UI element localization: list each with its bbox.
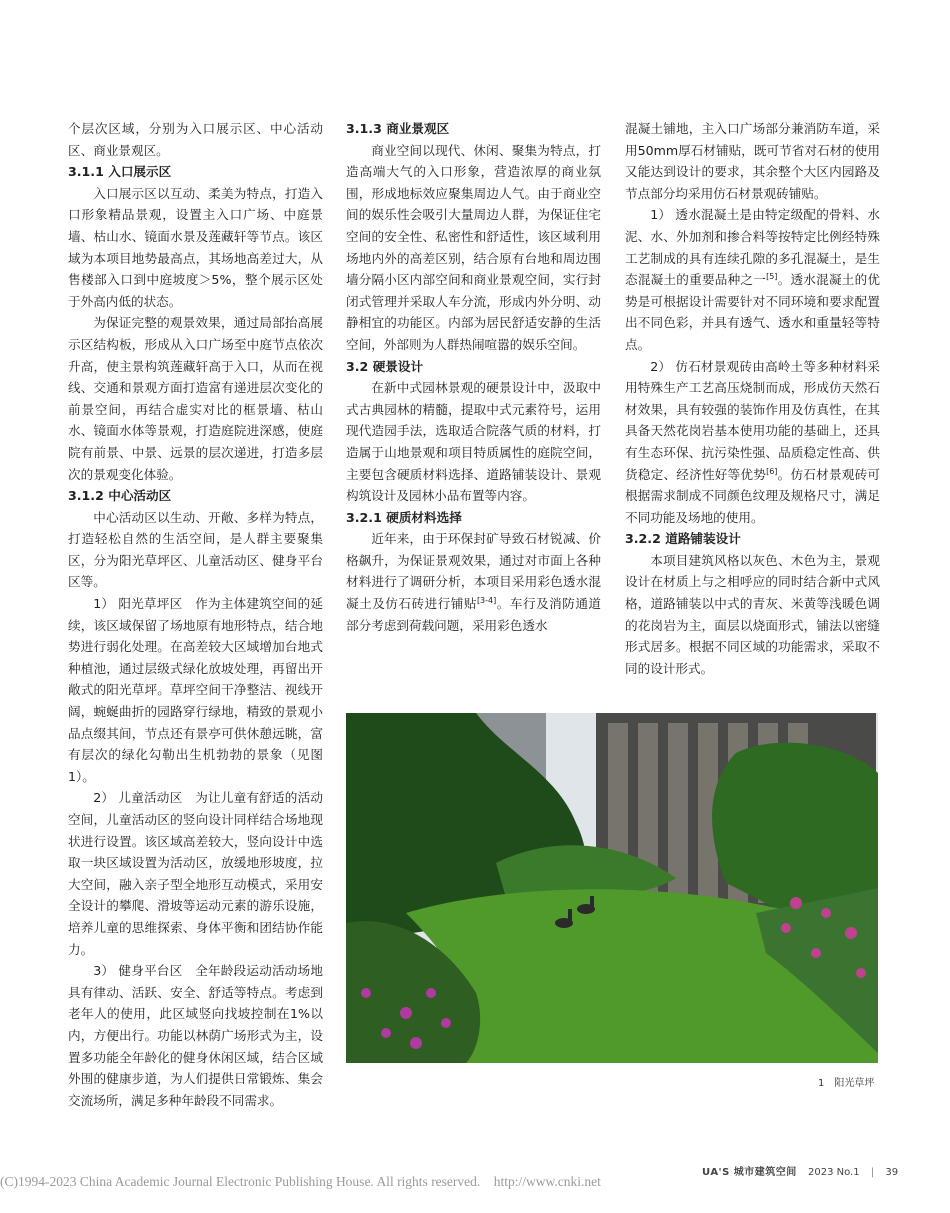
paragraph: 本项目建筑风格以灰色、木色为主，景观设计在材质上与之相呼应的同时结合新中式风格，道路铺装以中式的青灰、米黄等浅暖色调的花岗岩为主，面层以烧面形式，铺法以密缝形式居多。根据不同区域的功能需求，采取不同的设计形式。 xyxy=(625,552,880,676)
paragraph: 入口展示区以互动、柔美为特点，打造入口形象精品景观，设置主入口广场、中庭景墙、枯山水、镜面水景及莲藏轩等节点。该区域为本项目地势最高点，其场地高差过大，从售楼部入口到中庭坡度＞5%，整个展示区处于外高内低的状态。 xyxy=(68,185,323,309)
paragraph-text: 1） 透水混凝土是由特定级配的骨料、水泥、水、外加剂和掺合料等按特定比例经特殊工艺制成的具有连续孔隙的多孔混凝土，是生态混凝土的重要品种之一 xyxy=(625,207,880,288)
paragraph: 中心活动区以生动、开敞、多样为特点，打造轻松自然的生活空间，是人群主要聚集区，分为阳光草坪区、儿童活动区、健身平台区等。 xyxy=(68,509,323,590)
section-heading-3-2-2: 3.2.2 道路铺装设计 xyxy=(625,531,741,547)
citation-ref: [6] xyxy=(766,466,778,476)
text-column-3 xyxy=(625,118,880,679)
paragraph-text: 近年来，由于环保封矿导致石材锐减、价格飙升，为保证景观效果，通过对市面上各种材料进行了调研分析，本项目采用彩色透水混凝土及仿石砖进行铺贴 xyxy=(346,531,601,612)
paragraph: 商业空间以现代、休闲、聚集为特点，打造高端大气的入口形象，营造浓厚的商业氛围，形成地标效应聚集周边人气。由于商业空间的娱乐性会吸引大量周边人群，为保证住宅空间的安全性、私密性和舒适性，该区域利用场地内外的高差区别，结合原有台地和周边围墙分隔小区内部空间和商业景观空间，实行封闭式管理并采取人车分流，形成内外分明、动静相宜的功能区。内部为居民舒适安静的生活空间，外部则为人群热闹喧嚣的娱乐空间。 xyxy=(346,142,601,352)
figure-photo-sunny-lawn xyxy=(346,713,878,1063)
page-footer xyxy=(702,1163,898,1178)
citation-ref: [5] xyxy=(766,271,778,281)
text-column-1 xyxy=(68,118,323,1111)
paragraph: 混凝土铺地，主入口广场部分兼消防车道，采用50mm厚石材铺贴，既可节省对石材的使用又能达到设计的要求，其余整个大区内园路及节点部分均采用仿石材景观砖铺贴。 xyxy=(625,121,880,201)
section-heading-3-1-1: 3.1.1 入口展示区 xyxy=(68,164,172,180)
section-heading-3-2-1: 3.2.1 硬质材料选择 xyxy=(346,509,462,525)
paragraph-text: 。仿石材景观砖可根据需求制成不同颜色纹理及规格尺寸，满足不同功能及场地的使用。 xyxy=(625,466,881,525)
citation-ref: [3-4] xyxy=(476,595,497,605)
paragraph-text: 。车行及消防通道部分考虑到荷载问题，采用彩色透水 xyxy=(346,596,601,633)
figure-caption: 1 阳光草坪 xyxy=(818,1078,875,1089)
section-heading-3-1-3: 3.1.3 商业景观区 xyxy=(346,121,450,136)
paragraph xyxy=(625,204,880,355)
paragraph xyxy=(625,356,880,529)
footer-separator: | xyxy=(870,1167,875,1178)
paragraph: 在新中式园林景观的硬景设计中，汲取中式古典园林的精髓，提取中式元素符号，运用现代造园手法，选取适合院落气质的材料，打造属于山地景观和项目特质属性的庭院空间，主要包含硬质材料选择、道路铺装设计、景观构筑设计及园林小品布置等内容。 xyxy=(346,380,601,504)
section-heading-3-1-2: 3.1.2 中心活动区 xyxy=(68,488,172,504)
paragraph: 个层次区域，分别为入口展示区、中心活动区、商业景观区。 xyxy=(68,121,323,158)
paragraph: 2） 儿童活动区 为让儿童有舒适的活动空间，儿童活动区的竖向设计同样结合场地现状进行设置。该区域高差较大，竖向设计中选取一块区域设置为活动区，放缓地形坡度，拉大空间，融入亲子型全地形互动模式，采用安全设计的攀爬、滑坡等运动元素的游乐设施，培养儿童的思维探索、身体平衡和团结协作能力。 xyxy=(68,790,323,957)
journal-name: UA'S 城市建筑空间 xyxy=(702,1167,797,1178)
paragraph: 1） 阳光草坪区 作为主体建筑空间的延续，该区域保留了场地原有地形特点，结合地势进行弱化处理。在高差较大区域增加台地式种植池，通过层级式绿化放坡处理，再留出开敞式的阳光草坪。草坪空间干净整洁、视线开阔，蜿蜒曲折的园路穿行绿地，精致的景观小品点缀其间，节点还有景亭可供休憩远眺，富有层次的绿化勾勒出生机勃勃的景象（见图1）。 xyxy=(68,596,323,784)
paragraph-text: 。透水混凝土的优势是可根据设计需要针对不同环境和要求配置出不同色彩，并具有透气、透水和重量轻等特点。 xyxy=(625,272,881,352)
paragraph: 3） 健身平台区 全年龄段运动活动场地具有律动、活跃、安全、舒适等特点。考虑到老年人的使用，此区域竖向找坡控制在1%以内，方便出行。功能以林荫广场形式为主，设置多功能全年龄化的健身休闲区域，结合区域外围的健康步道，为人们提供日常锻炼、集会交流场所，满足多种年龄段不同需求。 xyxy=(68,963,323,1108)
text-column-2 xyxy=(346,118,601,636)
issue-label: 2023 No.1 xyxy=(807,1167,860,1178)
section-heading-3-2: 3.2 硬景设计 xyxy=(346,358,424,374)
copyright-notice: (C)1994-2023 China Academic Journal Electronic Publishing House. All rights reserved. http://www.cnki.net xyxy=(0,1174,601,1189)
lawn-photo-illustration xyxy=(346,713,878,1063)
paragraph xyxy=(346,528,601,636)
page-number: 39 xyxy=(885,1167,899,1178)
paragraph-text: 2） 仿石材景观砖由高岭土等多种材料采用特殊生产工艺高压烧制而成，形成仿天然石材效果，具有较强的装饰作用及仿真性，在其具备天然花岗岩基本使用功能的基础上，还具有生态环保、抗污染性强、品质稳定性高、供货稳定、经济性好等优势 xyxy=(625,358,880,482)
paragraph: 为保证完整的观景效果，通过局部抬高展示区结构板，形成从入口广场至中庭节点依次升高，使主景构筑莲藏轩高于入口，从而在视线、交通和景观方面打造富有递进层次变化的前景空间，再结合虚实对比的框景墙、枯山水、镜面水体等景观，打造庭院进深感，使庭院有前景、中景、远景的层次递进，打造多层次的景观变化体验。 xyxy=(68,315,323,482)
